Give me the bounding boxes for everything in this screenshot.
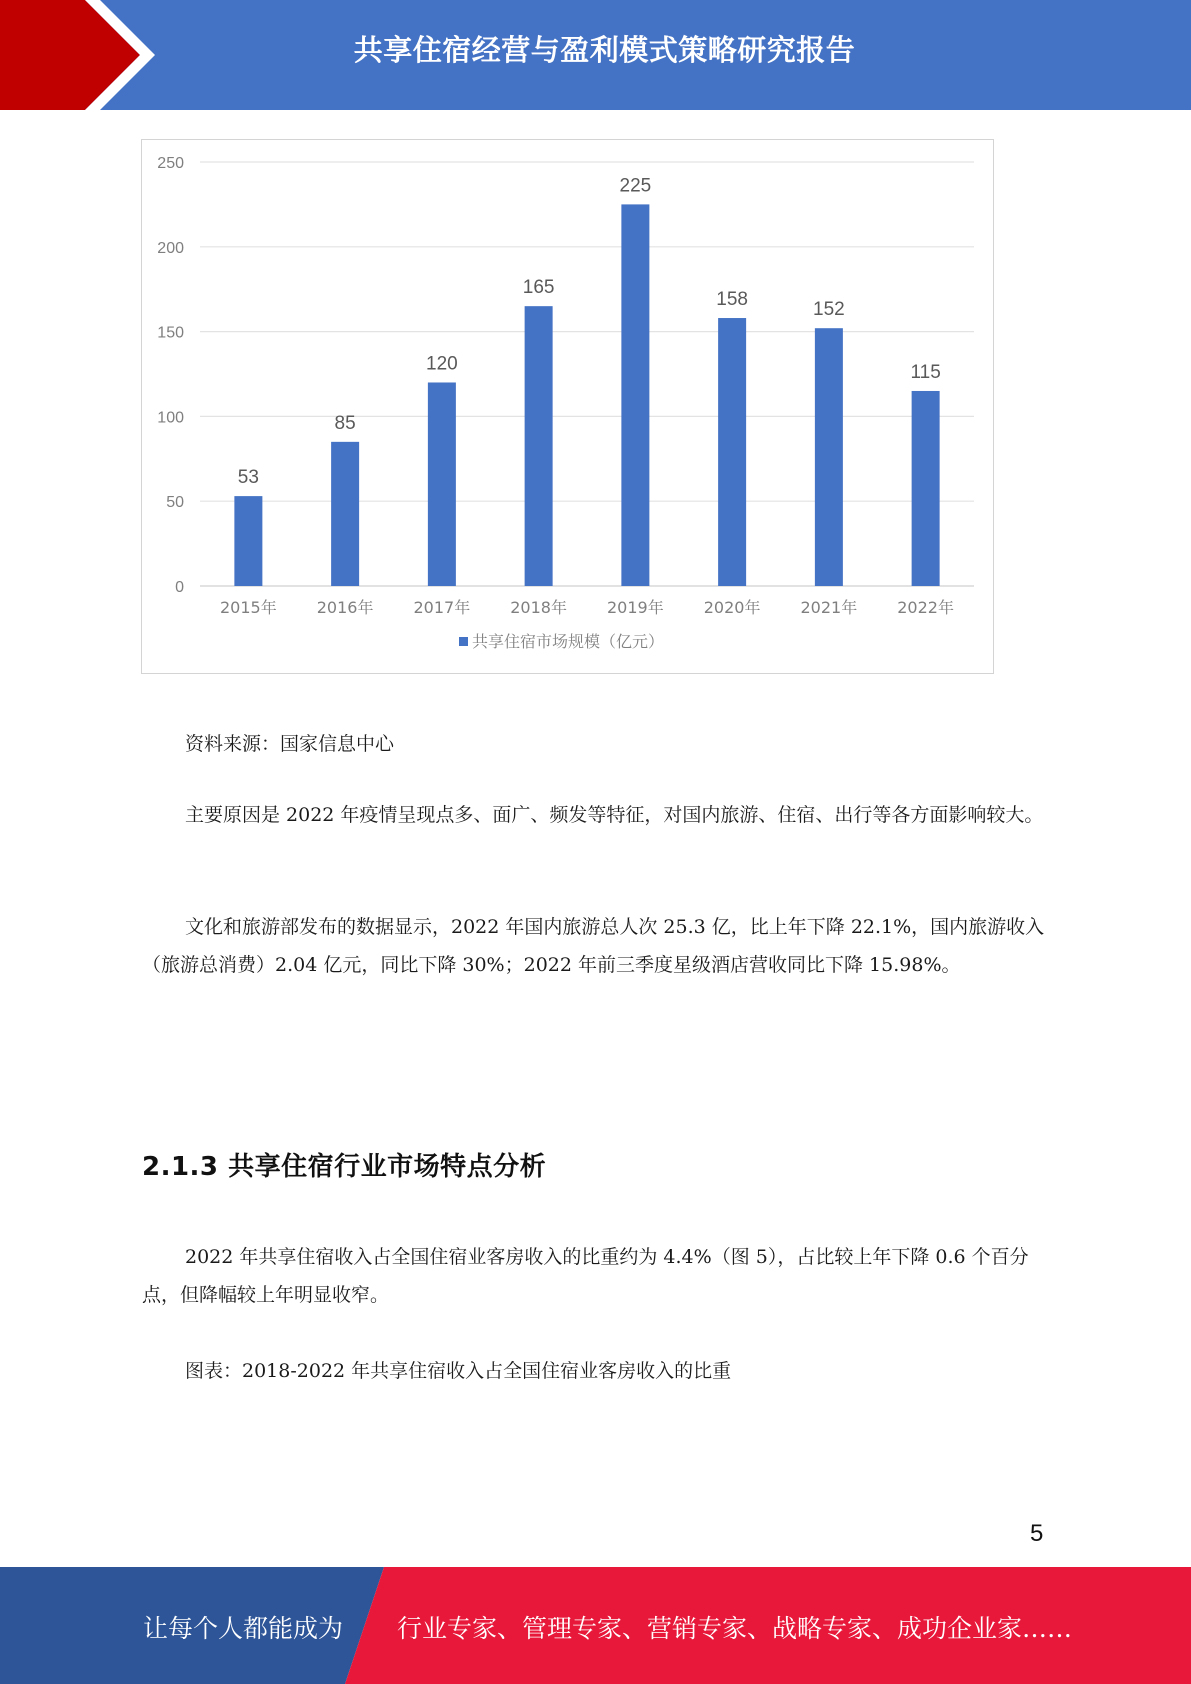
footer-slogan-right: 行业专家、管理专家、营销专家、战略专家、成功企业家…… <box>397 1614 1073 1643</box>
y-tick-label: 250 <box>157 155 184 172</box>
paragraph-tourism-data: 文化和旅游部发布的数据显示，2022 年国内旅游总人次 25.3 亿，比上年下降 22.1%，国内旅游收入（旅游总消费）2.04 亿元，同比下降 30%；2022 年前三季度星级酒店营收同比下降 15.98%。 <box>142 916 1045 976</box>
section-heading: 2.1.3 共享住宿行业市场特点分析 <box>142 1152 547 1182</box>
y-tick-label: 150 <box>157 324 184 342</box>
data-label: 53 <box>237 467 259 489</box>
x-tick-label: 2021年 <box>800 598 858 617</box>
y-tick-label: 50 <box>166 494 184 512</box>
data-label: 225 <box>619 175 652 197</box>
page-footer <box>0 1567 1191 1684</box>
data-label: 115 <box>910 361 941 383</box>
bar <box>815 328 843 586</box>
bar <box>912 391 940 586</box>
bar <box>428 382 456 586</box>
footer-slogan-left: 让每个人都能成为 <box>143 1614 344 1643</box>
x-tick-label: 2022年 <box>897 598 954 617</box>
y-tick-label: 0 <box>175 579 184 596</box>
data-label: 158 <box>716 289 748 311</box>
y-tick-label: 100 <box>157 409 184 427</box>
page-header <box>0 0 1191 110</box>
report-title: 共享住宿经营与盈利模式策略研究报告 <box>353 33 856 67</box>
bar <box>331 442 359 586</box>
x-tick-label: 2020年 <box>703 598 761 617</box>
bar <box>525 306 553 586</box>
bar <box>718 318 746 586</box>
legend-label: 共享住宿市场规模（亿元） <box>472 632 665 651</box>
x-tick-label: 2019年 <box>607 598 664 617</box>
data-label: 165 <box>522 277 555 299</box>
x-tick-label: 2016年 <box>316 598 374 617</box>
figure-caption: 图表：2018-2022 年共享住宿收入占全国住宿业客房收入的比重 <box>185 1360 732 1382</box>
x-tick-label: 2015年 <box>220 598 277 617</box>
bar <box>234 496 262 586</box>
x-tick-label: 2018年 <box>510 598 567 617</box>
source-note: 资料来源：国家信息中心 <box>185 733 395 755</box>
data-label: 85 <box>334 412 356 434</box>
data-label: 120 <box>426 353 458 375</box>
legend-swatch <box>459 637 468 646</box>
page-number: 5 <box>1030 1520 1044 1547</box>
bar <box>621 204 649 586</box>
paragraph-reason: 主要原因是 2022 年疫情呈现点多、面广、频发等特征，对国内旅游、住宿、出行等各方面影响较大。 <box>185 804 1044 826</box>
y-tick-label: 200 <box>157 239 184 257</box>
data-label: 152 <box>813 299 845 321</box>
bar-chart-svg <box>142 140 995 675</box>
paragraph-share: 2022 年共享住宿收入占全国住宿业客房收入的比重约为 4.4%（图 5），占比较上年下降 0.6 个百分点，但降幅较上年明显收窄。 <box>142 1246 1029 1306</box>
market-size-chart <box>141 139 994 674</box>
x-tick-label: 2017年 <box>413 598 471 617</box>
